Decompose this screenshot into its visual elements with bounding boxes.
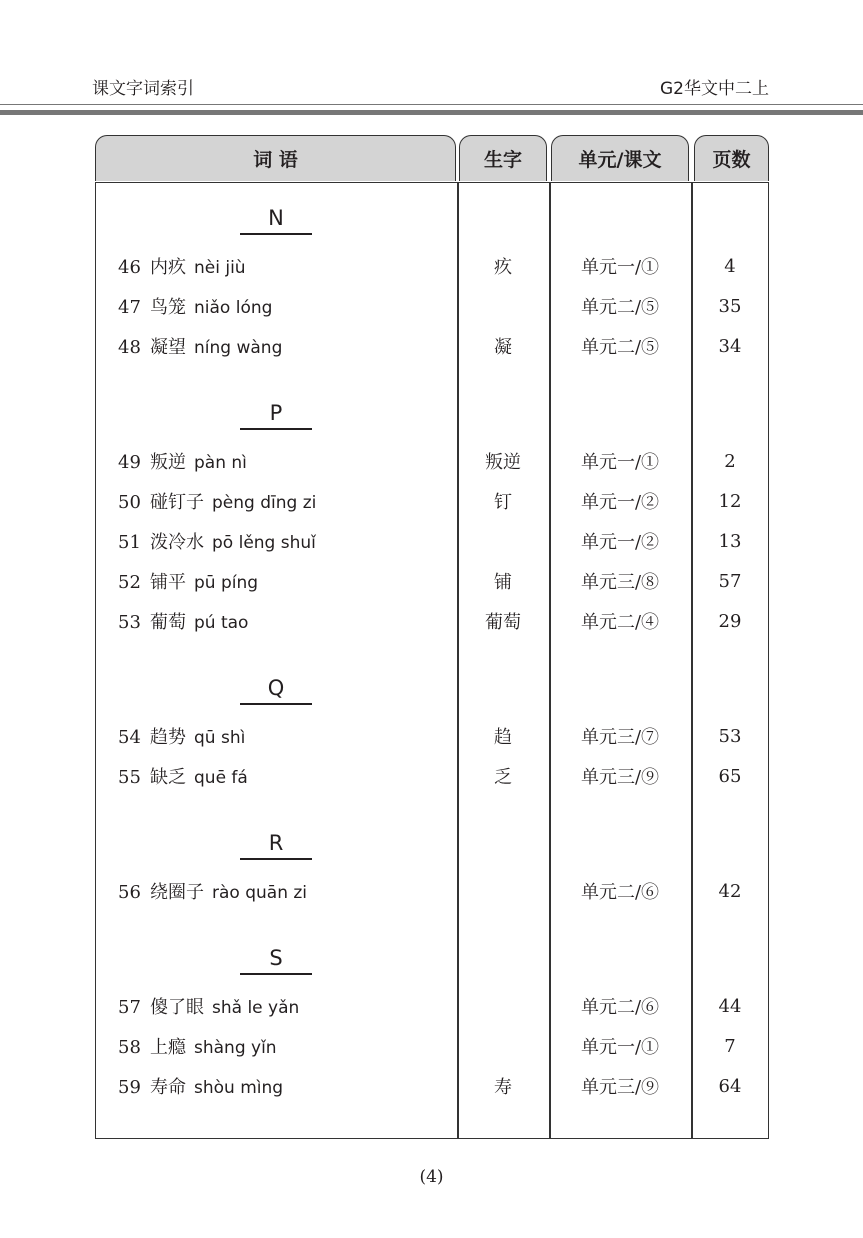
section-underline <box>240 428 312 430</box>
new-char-cell: 叛逆 <box>485 452 521 473</box>
entry-pinyin: shàng yǐn <box>194 1038 277 1058</box>
section-underline <box>240 858 312 860</box>
entry-number: 46 <box>118 257 141 278</box>
page-cell: 29 <box>718 610 742 632</box>
word-cell <box>95 1033 457 1059</box>
column-header-unit: 单元/课文 <box>551 135 689 181</box>
word-cell <box>95 1073 457 1099</box>
table-row <box>95 1066 769 1106</box>
entry-pinyin: pū píng <box>194 573 259 593</box>
entry-word: 叛逆 <box>150 452 186 473</box>
unit-cell: 单元三/⑨ <box>580 767 660 788</box>
entry-pinyin: pú tao <box>194 613 249 633</box>
running-header-title: 课文字词索引 <box>92 79 194 99</box>
entry-number: 50 <box>118 492 141 513</box>
table-row <box>95 986 769 1026</box>
word-cell <box>95 608 457 634</box>
section-q <box>95 670 769 796</box>
section-letter <box>95 670 457 716</box>
entry-number: 57 <box>118 997 141 1018</box>
word-cell <box>95 293 457 319</box>
word-cell <box>95 878 457 904</box>
index-entries <box>95 200 769 1106</box>
page-cell: 42 <box>718 880 742 902</box>
entry-number: 48 <box>118 337 141 358</box>
unit-cell: 单元三/⑧ <box>580 572 660 593</box>
entry-pinyin: pèng dīng zi <box>212 493 317 513</box>
section-p <box>95 395 769 641</box>
section-underline <box>240 973 312 975</box>
column-header-new-char: 生字 <box>459 135 547 181</box>
word-cell <box>95 993 457 1019</box>
entry-number: 52 <box>118 572 141 593</box>
header-rule-thick <box>0 110 863 115</box>
section-letter <box>95 940 457 986</box>
page-cell: 7 <box>724 1035 736 1057</box>
page-cell: 57 <box>718 570 742 592</box>
section-underline <box>240 233 312 235</box>
table-row <box>95 756 769 796</box>
section-underline <box>240 703 312 705</box>
entry-word: 泼冷水 <box>150 532 204 553</box>
unit-cell: 单元二/④ <box>580 612 660 633</box>
table-row <box>95 601 769 641</box>
entry-word: 内疚 <box>150 257 186 278</box>
unit-cell: 单元一/① <box>580 452 660 473</box>
new-char-cell: 寿 <box>494 1077 512 1098</box>
page-cell: 64 <box>718 1075 742 1097</box>
unit-cell: 单元二/⑥ <box>580 997 660 1018</box>
entry-pinyin: quē fá <box>194 768 248 788</box>
table-row <box>95 871 769 911</box>
word-cell <box>95 333 457 359</box>
table-row <box>95 286 769 326</box>
page-cell: 2 <box>724 450 736 472</box>
section-letter-text: Q <box>267 676 285 700</box>
entry-word: 凝望 <box>150 337 186 358</box>
new-char-cell: 趋 <box>494 727 512 748</box>
word-cell <box>95 488 457 514</box>
entry-word: 葡萄 <box>150 612 186 633</box>
column-header-page: 页数 <box>694 135 769 181</box>
unit-cell: 单元二/⑥ <box>580 882 660 903</box>
running-header-book: G2华文中二上 <box>660 79 769 99</box>
new-char-cell: 钉 <box>494 492 512 513</box>
entry-word: 上瘾 <box>150 1037 186 1058</box>
unit-cell: 单元三/⑦ <box>580 727 660 748</box>
unit-cell: 单元一/① <box>580 1037 660 1058</box>
page-cell: 44 <box>718 995 742 1017</box>
table-row <box>95 326 769 366</box>
page-cell: 34 <box>718 335 742 357</box>
entry-word: 鸟笼 <box>150 297 186 318</box>
section-letter-text: S <box>269 946 283 970</box>
entry-word: 寿命 <box>150 1077 186 1098</box>
entry-pinyin: nèi jiù <box>194 258 246 278</box>
section-letter <box>95 825 457 871</box>
entry-word: 缺乏 <box>150 767 186 788</box>
entry-pinyin: shòu mìng <box>194 1078 284 1098</box>
entry-number: 49 <box>118 452 141 473</box>
page-cell: 53 <box>718 725 742 747</box>
table-row <box>95 481 769 521</box>
word-cell <box>95 723 457 749</box>
table-row <box>95 521 769 561</box>
page-cell: 13 <box>718 530 742 552</box>
entry-pinyin: pō lěng shuǐ <box>212 533 316 553</box>
table-row <box>95 561 769 601</box>
section-s <box>95 940 769 1106</box>
table-row <box>95 246 769 286</box>
unit-cell: 单元三/⑨ <box>580 1077 660 1098</box>
unit-cell: 单元二/⑤ <box>580 337 660 358</box>
unit-cell: 单元一/① <box>580 257 660 278</box>
section-letter <box>95 395 457 441</box>
unit-cell: 单元一/② <box>580 532 660 553</box>
page-number: (4) <box>419 1167 444 1187</box>
table-row <box>95 1026 769 1066</box>
entry-pinyin: rào quān zi <box>212 883 308 903</box>
word-cell <box>95 253 457 279</box>
entry-pinyin: pàn nì <box>194 453 247 473</box>
table-row <box>95 441 769 481</box>
section-letter-text: P <box>269 401 283 425</box>
entry-number: 47 <box>118 297 141 318</box>
entry-pinyin: niǎo lóng <box>194 298 273 318</box>
entry-word: 铺平 <box>150 572 186 593</box>
new-char-cell: 葡萄 <box>485 612 521 633</box>
entry-word: 碰钉子 <box>150 492 204 513</box>
entry-number: 56 <box>118 882 141 903</box>
section-letter-text: N <box>268 206 284 230</box>
entry-word: 趋势 <box>150 727 186 748</box>
word-cell <box>95 763 457 789</box>
word-cell <box>95 448 457 474</box>
section-r <box>95 825 769 911</box>
entry-pinyin: qū shì <box>194 728 246 748</box>
section-letter <box>95 200 457 246</box>
new-char-cell: 凝 <box>494 337 512 358</box>
new-char-cell: 疚 <box>494 257 512 278</box>
word-cell <box>95 528 457 554</box>
section-letter-text: R <box>268 831 284 855</box>
entry-word: 傻了眼 <box>150 997 204 1018</box>
new-char-cell: 乏 <box>494 767 512 788</box>
entry-number: 55 <box>118 767 141 788</box>
entry-pinyin: níng wàng <box>194 338 283 358</box>
entry-number: 53 <box>118 612 141 633</box>
new-char-cell: 铺 <box>494 572 512 593</box>
entry-word: 绕圈子 <box>150 882 204 903</box>
entry-number: 58 <box>118 1037 141 1058</box>
table-row <box>95 716 769 756</box>
section-n <box>95 200 769 366</box>
word-cell <box>95 568 457 594</box>
page-cell: 35 <box>718 295 742 317</box>
entry-number: 59 <box>118 1077 141 1098</box>
unit-cell: 单元一/② <box>580 492 660 513</box>
entry-number: 51 <box>118 532 141 553</box>
page-cell: 4 <box>724 255 736 277</box>
column-header-word: 词 语 <box>95 135 456 181</box>
page-cell: 12 <box>718 490 742 512</box>
header-rule-thin <box>0 104 863 105</box>
unit-cell: 单元二/⑤ <box>580 297 660 318</box>
entry-number: 54 <box>118 727 141 748</box>
page-cell: 65 <box>718 765 742 787</box>
entry-pinyin: shǎ le yǎn <box>212 998 300 1018</box>
